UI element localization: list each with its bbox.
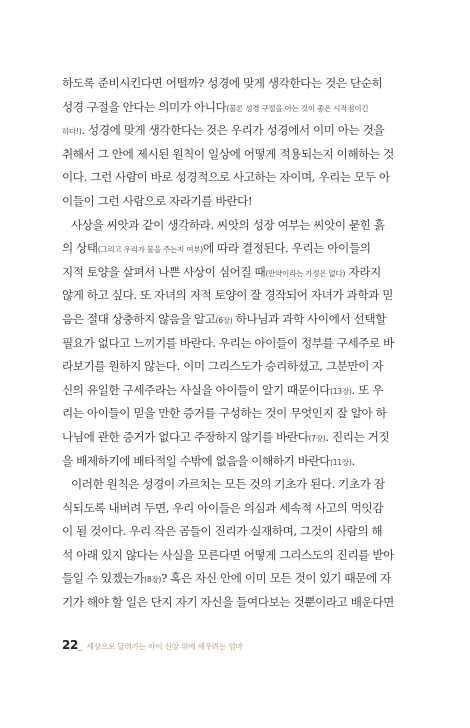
- text-line: 기가 해야 할 일은 단지 자기 자신을 들여다보는 것뿐이라고 배운다면: [62, 595, 394, 610]
- folio-separator: _: [78, 642, 83, 652]
- text-line: 을 배제하기에 배타적일 수밖에 없음을 이해하기 바란다(11장).: [62, 453, 355, 468]
- text-line: 의 상태(그리고 우리가 물을 주는지 여부)에 따라 결정된다. 우리는 아이들의: [62, 241, 371, 256]
- text-line: 하도록 준비시킨다면 어떨까? 성경에 맞게 생각한다는 것은 단순히: [62, 76, 383, 90]
- page-number: 22: [62, 638, 79, 652]
- chapter-reference: (11장): [330, 457, 352, 467]
- text-line: 이다. 그런 사람이 바로 성경적으로 사고하는 자이며, 우리는 모두 아: [62, 170, 390, 185]
- paragraph-first-line: 사상을 씨앗과 같이 생각하라. 씨앗의 성장 여부는 씨앗이 묻힌 흙: [71, 217, 385, 232]
- text-line: 하다!). 성경에 맞게 생각한다는 것은 우리가 성경에서 이미 아는 것을: [62, 123, 385, 138]
- text-line: 취해서 그 안에 제시된 원칙이 일상에 어떻게 적용되는지 이해하는 것: [62, 146, 394, 161]
- text-line: 않게 하고 싶다. 또 자녀의 지적 토양이 잘 경작되어 자녀가 과학과 믿: [62, 288, 394, 303]
- parenthetical-note: (물론 성경 구절을 아는 것이 좋은 시작점이긴: [226, 103, 369, 113]
- text-line: 신의 유일한 구세주라는 사실을 아이들이 알기 때문이다(13장). 또 우: [62, 382, 384, 397]
- text-line: 필요가 없다고 느끼기를 바란다. 우리는 아이들이 정부를 구세주로 바: [62, 335, 394, 350]
- chapter-reference: (7장): [308, 433, 326, 443]
- text-line: 리는 아이들이 믿을 만한 증거를 구성하는 것이 무엇인지 잘 알아 하: [62, 406, 387, 421]
- text-line: 들일 수 있겠는가(8장)? 혹은 자신 안에 이미 모든 것이 있기 때문에 자: [62, 571, 391, 586]
- text-line: 이들이 그런 사람으로 자라기를 바란다!: [62, 193, 253, 208]
- parenthetical-note: 하다!): [62, 127, 82, 137]
- page-footer: [62, 638, 243, 652]
- text-line: 석 아래 있지 않다는 사실을 모른다면 어떻게 그리스도의 진리를 받아: [62, 547, 394, 562]
- text-line: 나님에 관한 증거가 없다고 주장하지 않기를 바란다(7장). 진리는 거짓: [62, 429, 390, 444]
- text-line: 지적 토양을 살펴서 나쁜 사상이 심어질 때(만약이라는 가정은 없다) 자라지: [62, 264, 381, 279]
- chapter-reference: (6장): [215, 315, 233, 325]
- chapter-reference: (13장): [330, 386, 352, 396]
- text-line: 음은 절대 상충하지 않음을 알고(6장) 하나님과 과학 사이에서 선택할: [62, 311, 386, 326]
- running-title: 세상으로 달려가는 아이 신앙 위에 세우려는 엄마: [86, 642, 243, 651]
- parenthetical-note: (만약이라는 가정은 없다): [265, 268, 346, 278]
- text-line: 성경 구절을 안다는 의미가 아니다(물론 성경 구절을 아는 것이 좋은 시작점이긴: [62, 99, 369, 114]
- body-text: [62, 72, 412, 615]
- text-line: 식되도록 내버려 두면, 우리 아이들은 의심과 세속적 사고의 먹잇감: [62, 500, 384, 515]
- text-line: 라보기를 원하지 않는다. 이미 그리스도가 승리하셨고, 그분만이 자: [62, 359, 384, 374]
- paragraph-first-line: 이러한 원칙은 성경이 가르치는 모든 것의 기초가 된다. 기초가 잠: [71, 477, 385, 492]
- text-line: 이 될 것이다. 우리 작은 곰들이 진리가 실재하며, 그것이 사람의 해: [62, 524, 383, 539]
- parenthetical-note: (그리고 우리가 물을 주는지 여부): [97, 245, 203, 255]
- chapter-reference: (8장): [144, 575, 162, 585]
